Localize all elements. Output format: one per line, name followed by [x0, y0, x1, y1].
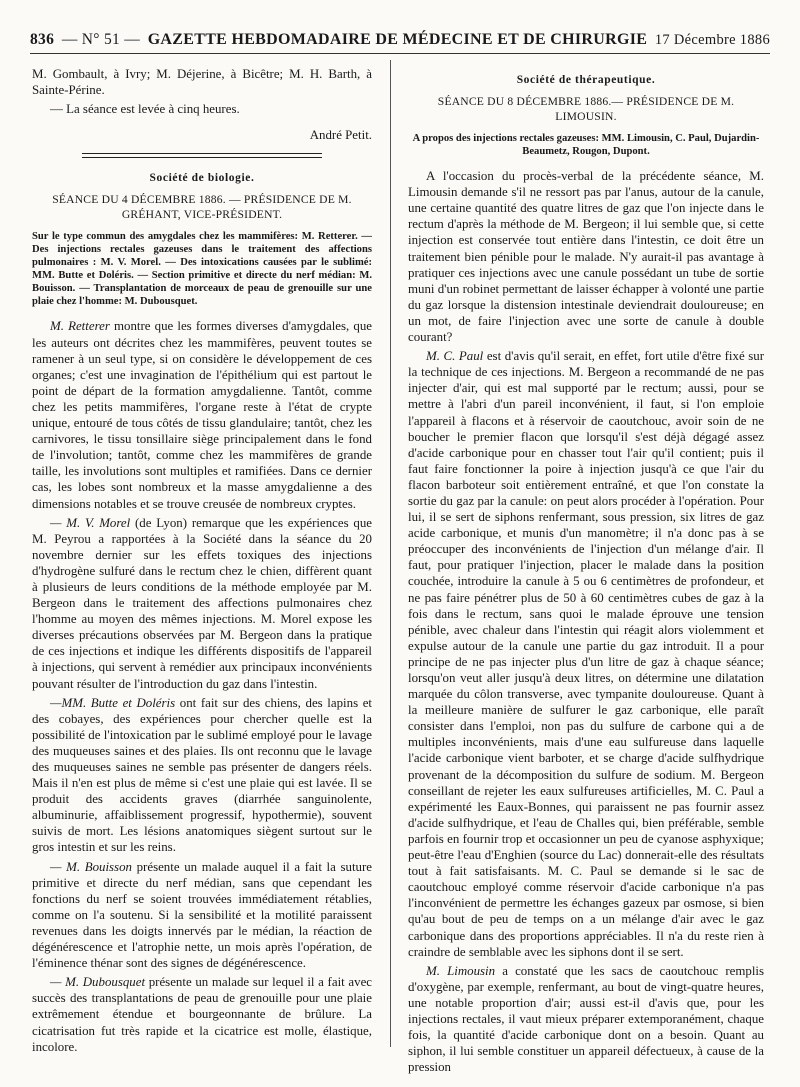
speaker-name: M. Retterer — [50, 319, 110, 334]
left-column — [32, 66, 372, 1057]
page-number: 836 — [30, 31, 55, 48]
speaker-name: M. C. Paul — [426, 349, 484, 364]
section-separator — [82, 153, 322, 158]
issue-date: 17 Décembre 1886 — [654, 32, 770, 48]
body-paragraph — [408, 348, 764, 960]
speaker-name: —MM. Butte et Doléris — [50, 695, 176, 710]
paragraph-text: (de Lyon) remarque que les expériences que M. Peyrou a rapportées à la Société dans la séance du 20 novembre dernier sur les effets toxiques des injections d'hydrogène sulfuré dans le rectum chez le chien, diffèrent quant à plusieurs de leurs conditions de la méthode employée par M. Bergeon dans le traitement des affections pulmonaires chez l'homme au moyen des mêmes injections. M. Morel expose les diverses précautions observées par M. Bergeon dans la pratique de ces injections et indique les différents dispositifs de l'appareil à injections, qui servent à remédier aux principaux inconvénients pouvant résulter de l'introduction du gaz dans l'intestin. — [32, 515, 372, 691]
speaker-name: — M. V. Morel — [50, 515, 131, 530]
body-paragraph — [32, 695, 372, 856]
paragraph-text: a constaté que les sacs de caoutchouc remplis d'oxygène, par exemple, renfermant, au bout de vingt-quatre heures, une notable proportion d'air; aussi est-il d'avis que, pour les injections rectales, il vaut mieux préparer extemporanément, chaque fois, la quantité d'acide carbonique dont on a besoin. Quant au siphon, il lui semble constituer un appareil défectueux, à cause de la pression — [408, 963, 765, 1075]
opening-text: M. Gombault, à Ivry; M. Déjerine, à Bicêtre; M. H. Barth, à Sainte-Périne. — [32, 67, 372, 98]
paragraph-text: A l'occasion du procès-verbal de la précédente séance, M. Limousin demande s'il ne ressort pas par l'anus, autour de la canule, une certaine quantité des quatre litres de gaz que l'on injecte dans le rectum d'après la méthode de M. Bergeon; il lui semble que, si cette injection est conservée tout entière dans l'intestin, ce doit être un traitement bien pénible pour le malade. N'y aurait-il pas avantage à pratiquer ces injections avec une canule possédant un tube de sortie muni d'un robinet permettant de laisser échapper à volonté une partie du gaz lorsque la distension intestinale deviendrait douloureuse; en un mot, de faire l'injection avec une sorte de canule à double courant? — [408, 169, 764, 345]
paragraph-text: ont fait sur des chiens, des lapins et des cobayes, des expériences pour chercher quelle est la possibilité de l'intoxication par le sublimé employé pour le lavage des muqueuses saines et des plaies. Ils ont reconnu que le lavage des muqueuses saines ne semble pas présenter de dangers réels. Mais il n'en est plus de même si c'est une plaie qui est lavée. Il se produit des accidents graves (diarrhée sanguinolente, albuminurie, affaiblissement progressif, hypothermie), souvent suivis de mort. Les lésions anatomiques siègent surtout sur le gros intestin et sur les reins. — [32, 695, 372, 855]
seance-heading: SÉANCE DU 4 DÉCEMBRE 1886. — PRÉSIDENCE DE M. GRÉHANT, VICE-PRÉSIDENT. — [52, 193, 352, 222]
issue-number: — N° 51 — — [61, 31, 141, 48]
session-summary: A propos des injections rectales gazeuses: MM. Limousin, C. Paul, Dujardin-Beaumetz, Rougon, Dupont. — [412, 133, 760, 158]
society-title: Société de biologie. — [149, 172, 255, 185]
paragraph-text: présente un malade auquel il a fait la suture primitive et directe du nerf médian, sans que cependant les fonctions du nerf se soient trouvées immédiatement rétablies, comme on l'a soutenu. Si la sensibilité et la motilité paraissent revenues dans les doigts innervés par le médian, la réaction de dégénérescence et l'atrophie nette, un mois après l'opération, de l'éminence thénar sont des signes de dégénérescence. — [32, 859, 372, 971]
journal-title: GAZETTE HEBDOMADAIRE DE MÉDECINE ET DE CHIRURGIE — [147, 31, 648, 48]
running-header — [30, 14, 770, 54]
body-paragraph — [32, 318, 372, 511]
closing-note: — La séance est levée à cinq heures. — [50, 102, 240, 117]
session-summary: Sur le type commun des amygdales chez les mammifères: M. Retterer. — Des injections rectales gazeuses dans le traitement des affections pulmonaires : M. V. Morel. — Des intoxications causées par le sublimé: MM. Butte et Doléris. — Section primitive et directe du nerf médian: M. Bouisson. — Transplantation de morceaux de peau de grenouille sur une plaie chez l'homme: M. Dubousquet. — [32, 231, 372, 308]
column-divider — [390, 60, 391, 1047]
paragraph-text: est d'avis qu'il serait, en effet, fort utile d'être fixé sur la technique de ces injections. M. Bergeon a recommandé de ne pas injecter d'air, qui est mal supporté par le rectum; aussi, pour se mettre à l'abri d'un pareil inconvénient, il faut, si l'on emploie l'appareil à flacons et à réservoir de caoutchouc, avoir soin de ne boucher le premier flacon que lorsqu'il s'est déjà dégagé assez d'acide carbonique pour en chasser tout l'air qu'il contient; puis il faut faire fonctionner la poire à injection jusqu'à ce que l'air du flacon barboteur soit entièrement entraîné, et que l'on constate la sortie du gaz par la canule: on peut alors procéder à l'opération. Pour lui, il se sert de siphons renfermant, sous pression, six litres de gaz acide carbonique, et munis d'un manomètre; il n'a donc pas à se préoccuper des inconvénients de l'injection d'un mélange d'air. Il faut, pour pratiquer l'injection, placer le malade dans la position couchée, introduire la canule à 5 ou 6 centimètres de profondeur, et ne pas faire pénétrer plus de 50 à 60 centimètres cubes de gaz à la fois dans le rectum, sans quoi le malade éprouve une tension pénible, avec chaleur dans l'intestin qui réagit alors violemment et expulse autour de la canule une partie du gaz introduit. Il a pour principe de ne pas injecter plus d'un litre de gaz à chaque séance; lorsqu'on veut aller jusqu'à deux litres, on détermine une dilatation marquée du côlon transverse, avec tympanite douloureuse. Quant à la meilleure manière de sulfurer le gaz carbonique, elle paraît consister dans l'emploi, non pas du sulfure de carbone qui a de multiples inconvénients, mais d'une eau sulfureuse dans laquelle l'acide carbonique vient barboter, et se charge d'acide sulfhydrique provenant de la décomposition du sulfure de sodium. M. Bergeon conseillant de rejeter les eaux sulfureuses artificielles, M. C. Paul a expérimenté les Eaux-Bonnes, qui paraissent ne pas fournir assez d'acide sulfhydrique, et l'eau de Challes qui, bien préférable, semble parfois en fournir trop et occasionner un peu de cyanose asphyxique; peut-être l'eau d'Enghien (source du Lac) donnerait-elle des résultats tout à fait satisfaisants. M. C. Paul se demande si le sac de caoutchouc employé comme réservoir d'acide carbonique n'a pas l'inconvénient de permettre les échanges gazeux par osmose, si bien qu'au bout de peu de temps on a un mélange d'air avec le gaz carbonique dans des proportions appréciables. Il n'a du reste rien à craindre de semblable avec les siphons dont il se sert. — [408, 349, 764, 959]
body-paragraph — [408, 963, 764, 1076]
body-paragraph — [32, 515, 372, 692]
signature: André Petit. — [309, 128, 372, 143]
body-paragraph — [408, 168, 764, 345]
society-title: Société de thérapeutique. — [516, 74, 656, 86]
speaker-name: — M. Dubousquet — [50, 975, 146, 990]
paragraph-text: montre que les formes diverses d'amygdales, que les auteurs ont décrites chez les mammifères, peuvent toutes se ramener à un seul type, si on considère le développement de ces organes; c'est une invagination de l'épithélium qui est partout le point de départ de la formation amygdalienne. Tantôt, comme chez les petits mammifères, l'organe reste à l'état de crypte unique, entouré de tous côtés de tissu glandulaire; tantôt, chez les carnivores, le tissu tonsillaire siège principalement dans le fond de l'involution; tantôt, comme chez les mammifères de grande taille, les involutions sont multiples et ramifiées. Dans ce dernier cas, les lobes sont nombreux et la masse amygdalienne a des dimensions notables et se trouve creusée de nombreux cryptes. — [32, 319, 372, 511]
speaker-name: — M. Bouisson — [50, 859, 132, 874]
speaker-name: M. Limousin — [426, 963, 496, 978]
body-paragraph — [32, 974, 372, 1054]
left-body — [32, 318, 372, 1054]
right-body — [408, 168, 764, 1075]
paragraph-text: présente un malade sur lequel il a fait avec succès des transplantations de peau de grenouille pour une plaie extrêmement étendue et bourgeonnante de brûlure. La cicatrisation fut très rapide et la cicatrice est molle, élastique, incolore. — [32, 975, 373, 1054]
body-paragraph — [32, 859, 372, 972]
right-column — [408, 66, 765, 1075]
seance-heading: SÉANCE DU 8 DÉCEMBRE 1886.— PRÉSIDENCE DE M. LIMOUSIN. — [437, 95, 735, 124]
